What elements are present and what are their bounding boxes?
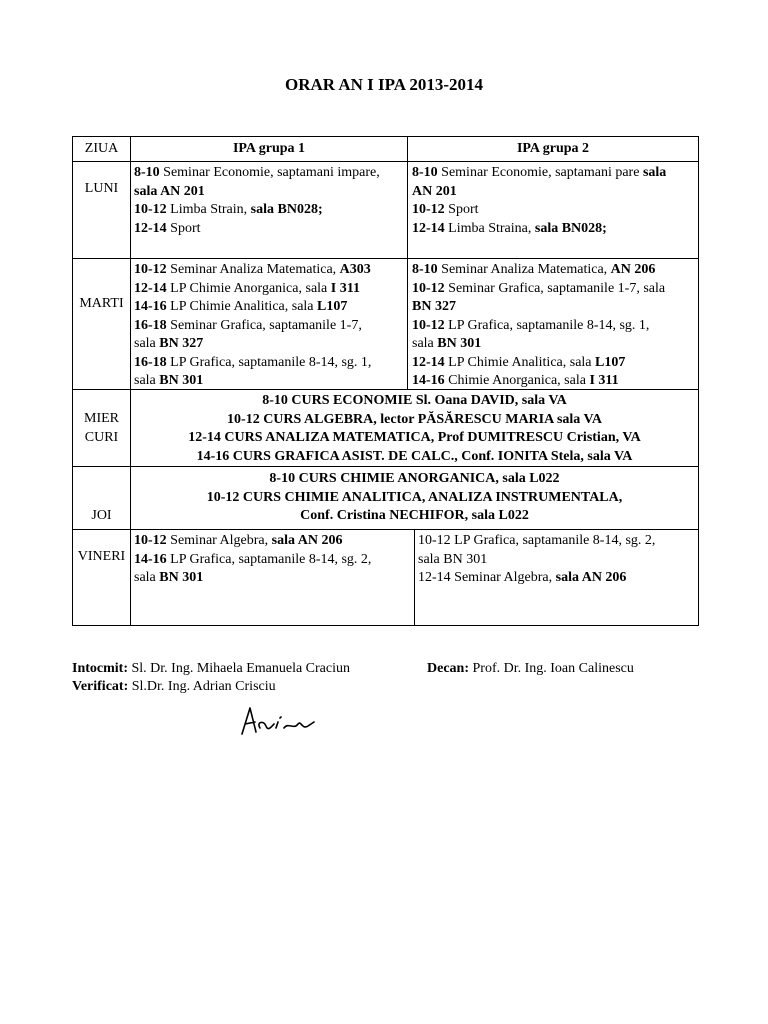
miercuri-courses: 8-10 CURS ECONOMIE Sl. Oana DAVID, sala VA 10-12 CURS ALGEBRA, lector PĂSĂRESCU MARIA sala VA 12-14 CURS ANALIZA MATEMATICA, Prof DUMITRESCU Cristian, VA 14-16 CURS GRAFICA ASIST. DE CALC., Conf. IONITA Stela, sala VA bbox=[188, 393, 641, 464]
intocmit-line: Intocmit: Sl. Dr. Ing. Mihaela Emanuela Craciun bbox=[72, 661, 350, 676]
header-group1: IPA grupa 1 bbox=[232, 141, 306, 156]
day-marti: MARTI bbox=[79, 295, 124, 311]
vineri-group2: 10-12 LP Grafica, saptamanile 8-14, sg. 2, sala BN 301 12-14 Seminar Algebra, sala AN 206 bbox=[418, 533, 656, 585]
vineri-group1: 10-12 Seminar Algebra, sala AN 206 14-16 LP Grafica, saptamanile 8-14, sg. 2, sala BN 301 bbox=[134, 533, 372, 585]
day-miercuri: MIER CURI bbox=[84, 411, 119, 445]
joi-courses: 8-10 CURS CHIMIE ANORGANICA, sala L022 10-12 CURS CHIMIE ANALITICA, ANALIZA INSTRUMENTALA, Conf. Cristina NECHIFOR, sala L022 bbox=[206, 471, 623, 523]
day-luni: LUNI bbox=[84, 181, 119, 197]
header-day: ZIUA bbox=[84, 141, 119, 156]
marti-group1: 10-12 Seminar Analiza Matematica, A303 12-14 LP Chimie Anorganica, sala I 311 14-16 LP Chimie Analitica, sala L107 16-18 Seminar Grafica, saptamanile 1-7, sala BN 327 16-18 LP Grafica, saptamanile 8-14, sg. 1, sala BN 301 bbox=[134, 262, 372, 388]
page-title: ORAR AN I IPA 2013-2014 bbox=[284, 75, 484, 94]
luni-group1: 8-10 Seminar Economie, saptamani impare, sala AN 201 10-12 Limba Strain, sala BN028; 12-14 Sport bbox=[134, 165, 380, 236]
day-vineri: VINERI bbox=[77, 549, 126, 565]
day-joi: JOI bbox=[91, 508, 112, 523]
luni-group2: 8-10 Seminar Economie, saptamani pare sala AN 201 10-12 Sport 12-14 Limba Straina, sala BN028; bbox=[412, 165, 667, 236]
marti-group2: 8-10 Seminar Analiza Matematica, AN 206 10-12 Seminar Grafica, saptamanile 1-7, sala BN 327 10-12 LP Grafica, saptamanile 8-14, sg. 1, sala BN 301 12-14 LP Chimie Analitica, sala L107 14-16 Chimie Anorganica, sala I 311 bbox=[412, 262, 666, 388]
verificat-line: Verificat: Sl.Dr. Ing. Adrian Crisciu bbox=[72, 679, 276, 694]
signature bbox=[238, 704, 318, 740]
header-group2: IPA grupa 2 bbox=[516, 141, 590, 156]
decan-line: Decan: Prof. Dr. Ing. Ioan Calinescu bbox=[427, 661, 634, 676]
